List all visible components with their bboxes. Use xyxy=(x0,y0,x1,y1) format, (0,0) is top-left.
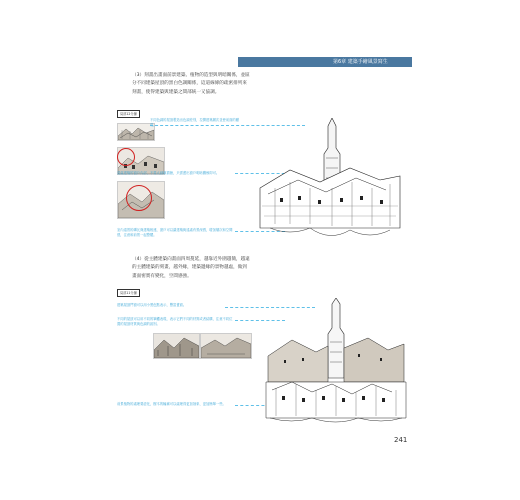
sketch-church-partial xyxy=(240,118,410,248)
caption-2: 遠處建築的窗戶內部，不要太細緻描繪，只需畫出窗戶明暗關係即可。 xyxy=(117,171,220,175)
section-1-label: 局部12分鐘 xyxy=(117,110,140,118)
thumbnail-roofs-3 xyxy=(200,333,252,359)
thumbnail-roofs-2 xyxy=(153,333,200,359)
caption-1: 不同色調的屋頂製造出色調差別，拉開建築層次並使前面的顯現。 xyxy=(150,118,240,127)
caption-3: 室內遠景的磚瓦與建築相連，窗戶可以讓建築與遠處有景深感，增加層次和空間感，注意和前景一起整體。 xyxy=(117,228,233,237)
caption-6: 前景植物的處理要虛化，樹木的輪廓可以處理得更加抽象、更加簡單一些。 xyxy=(117,402,226,406)
caption-5: 不同的屋頂可以用不同的筆觸表現，表示它們不同的材質或者結構，注意不同位置的屋頂材質與色調的區別。 xyxy=(117,317,233,326)
caption-4: 建築屋頂門窗可以用小黑色點表示，豐富畫面。 xyxy=(117,303,187,307)
chapter-title: 第6章 建築手繪風景寫生 xyxy=(333,59,388,65)
highlight-circle xyxy=(117,148,135,166)
sketch-church-complete xyxy=(262,298,410,426)
section-2-label: 局部11分鐘 xyxy=(117,289,140,297)
section-2-paragraph: （4）從主體建築向畫面四周蔓延，越靠近外圍越簡，越遠的主體建築的刻畫，越外緣，建築邊緣的景物越虛，做到畫面密實有變化，空間感強。 xyxy=(132,257,250,279)
highlight-circle-2 xyxy=(126,185,152,211)
page-number: 241 xyxy=(394,436,408,444)
section-1-paragraph: （3）刻畫出畫面前景建築、植物的造型與明暗關係，並區分不同建築屋頂的黑白色調關係，這道線條的疏密排列來刻畫，使得建築與建築之間部統一又協調。 xyxy=(132,73,250,95)
